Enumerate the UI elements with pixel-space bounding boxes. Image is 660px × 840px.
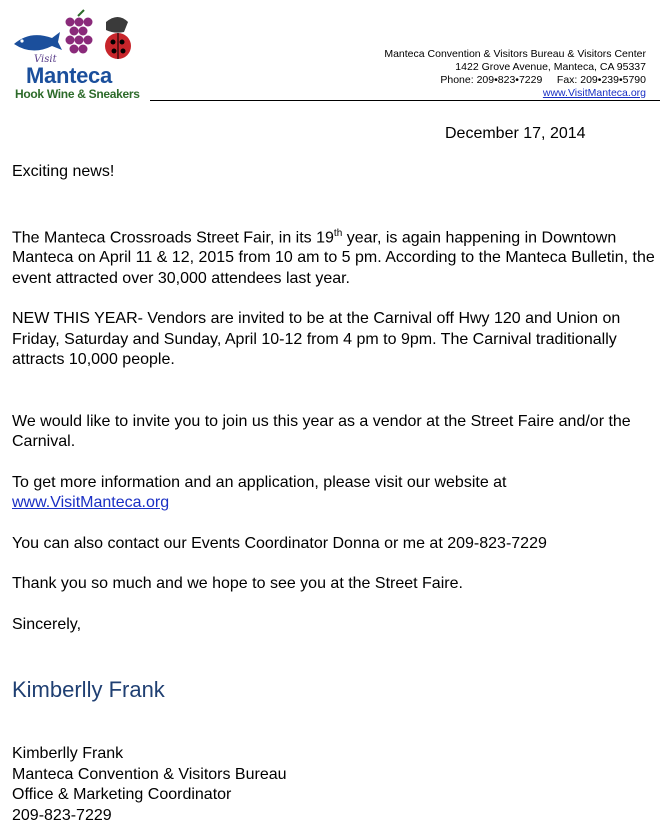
letterhead-contact <box>384 48 646 100</box>
header-divider <box>150 100 660 101</box>
org-name: Manteca Convention & Visitors Bureau & Visitors Center <box>384 48 646 60</box>
paragraph-invite: We would like to invite you to join us this year as a vendor at the Street Faire and/or the Carnival. <box>12 412 631 451</box>
org-website-link[interactable]: www.VisitManteca.org <box>542 87 646 99</box>
paragraph-info <box>12 473 657 514</box>
paragraph-street-fair <box>12 224 657 290</box>
closing: Sincerely, <box>12 615 82 633</box>
signature: Kimberlly Frank <box>12 677 165 702</box>
ordinal-suffix: th <box>333 227 343 239</box>
paragraph-street-fair-b: year, is again happening in Downtown Manteca on April 11 & 12, 2015 from 10 am to 5 pm. According to the Manteca Bulletin, the event attracted over 30,000 attendees last year. <box>12 228 655 287</box>
paragraph-new-this-year: NEW THIS YEAR- Vendors are invited to be at the Carnival off Hwy 120 and Union on Friday, Saturday and Sunday, April 10-12 from 4 pm to 9pm. The Carnival traditionally attracts 10,000 people. <box>12 310 621 369</box>
website-link[interactable]: www.VisitManteca.org <box>12 494 170 512</box>
sender-block <box>12 744 287 826</box>
paragraph-contact: You can also contact our Events Coordinator Donna or me at 209-823-7229 <box>12 534 547 552</box>
logo-visit-text: Visit <box>34 54 57 65</box>
paragraph-street-fair-a: The Manteca Crossroads Street Fair, in its 19 <box>12 228 334 246</box>
sender-phone: 209-823-7229 <box>12 806 112 824</box>
letter-date: December 17, 2014 <box>445 125 586 142</box>
org-phone-fax: Phone: 209•823•7229 Fax: 209•239•5790 <box>440 74 646 86</box>
letter-body <box>12 162 657 635</box>
paragraph-info-text: To get more information and an application, please visit our website at <box>12 473 507 491</box>
manteca-logo <box>10 8 145 102</box>
logo-tagline: Hook Wine & Sneakers <box>15 87 140 101</box>
sender-organization: Manteca Convention & Visitors Bureau <box>12 765 287 783</box>
org-address: 1422 Grove Avenue, Manteca, CA 95337 <box>455 61 646 73</box>
sender-name: Kimberlly Frank <box>12 745 124 762</box>
greeting: Exciting news! <box>12 163 115 180</box>
logo-name-text: Manteca <box>26 63 112 88</box>
paragraph-thanks: Thank you so much and we hope to see you at the Street Faire. <box>12 575 463 593</box>
sender-title: Office & Marketing Coordinator <box>12 786 232 803</box>
